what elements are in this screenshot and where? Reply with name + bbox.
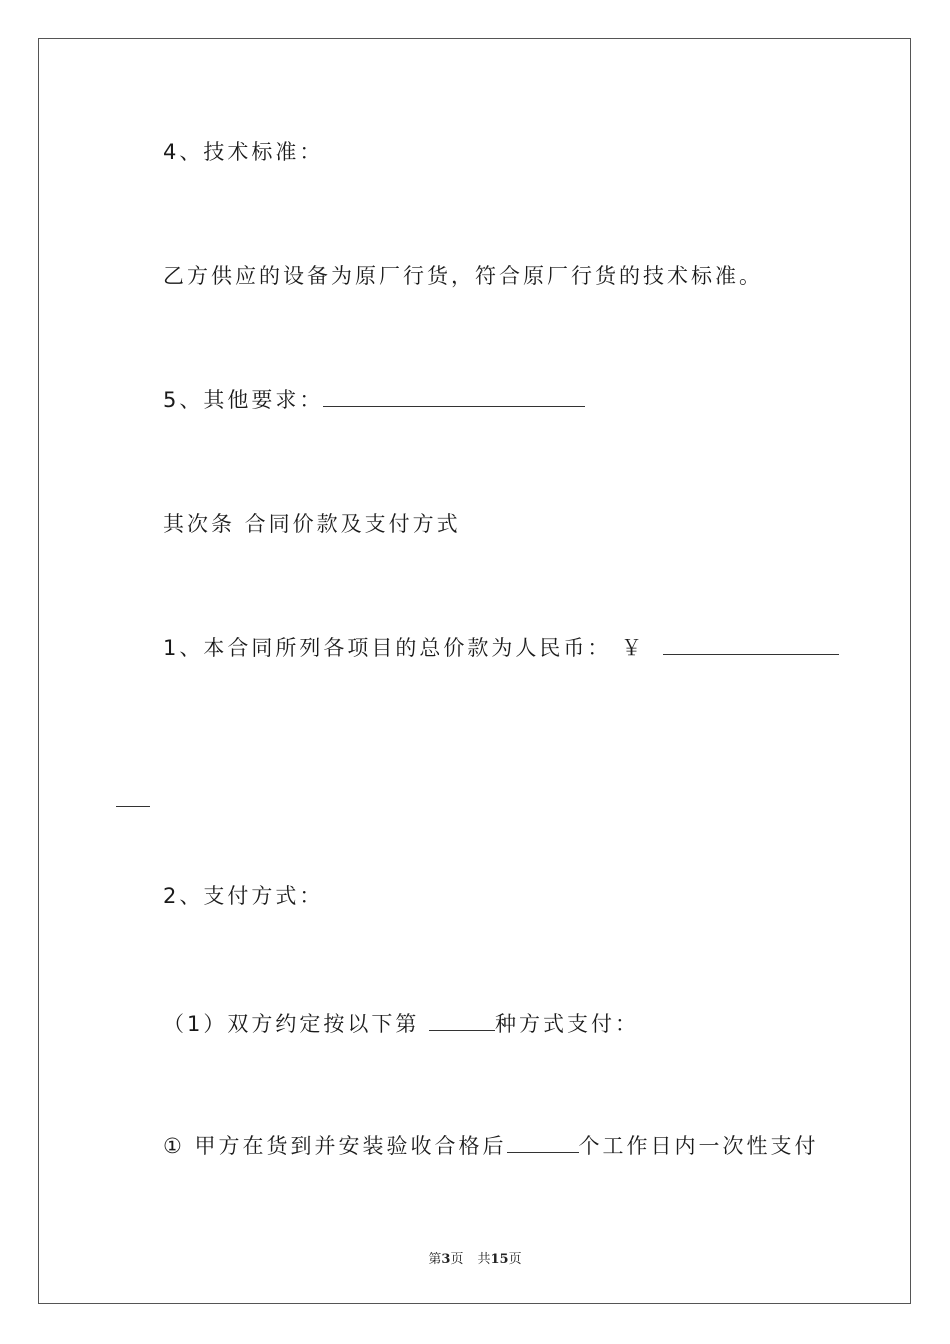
footer-page-pre: 第 xyxy=(428,1252,442,1267)
other-requirements-line xyxy=(163,386,585,414)
footer-total-pages: 15 xyxy=(490,1252,509,1267)
footer-total-pre: 共 xyxy=(477,1252,491,1267)
total-price-label: 1、本合同所列各项目的总价款为人民币： ￥ xyxy=(163,636,646,660)
payment-choice-line xyxy=(163,1010,639,1038)
footer-total-post: 页 xyxy=(508,1252,522,1267)
tech-standard-body: 乙方供应的设备为原厂行货，符合原厂行货的技术标准。 xyxy=(163,264,763,288)
page-footer xyxy=(0,1248,950,1267)
other-requirements-label: 5、其他要求： xyxy=(163,388,324,412)
other-requirements-blank xyxy=(323,386,585,407)
page-frame xyxy=(38,38,911,1304)
footer-page-mid: 页 xyxy=(450,1252,464,1267)
payment-choice-label-pre: （1）双方约定按以下第 xyxy=(163,1012,430,1036)
payment-choice-blank xyxy=(429,1010,495,1031)
footer-page-number: 3 xyxy=(441,1252,451,1267)
payment-method-heading: 2、支付方式： xyxy=(163,884,324,908)
total-price-line xyxy=(163,634,839,662)
option-one-line xyxy=(163,1132,819,1160)
total-price-blank-continuation xyxy=(116,806,150,807)
section-title: 其次条 合同价款及支付方式 xyxy=(163,512,461,536)
option-one-label-pre: ① 甲方在货到并安装验收合格后 xyxy=(163,1134,507,1158)
option-one-blank xyxy=(507,1132,579,1153)
total-price-blank xyxy=(663,634,839,655)
option-one-label-post: 个工作日内一次性支付 xyxy=(578,1134,819,1158)
tech-standard-heading: 4、技术标准： xyxy=(163,140,324,164)
payment-choice-label-post: 种方式支付： xyxy=(495,1012,640,1036)
